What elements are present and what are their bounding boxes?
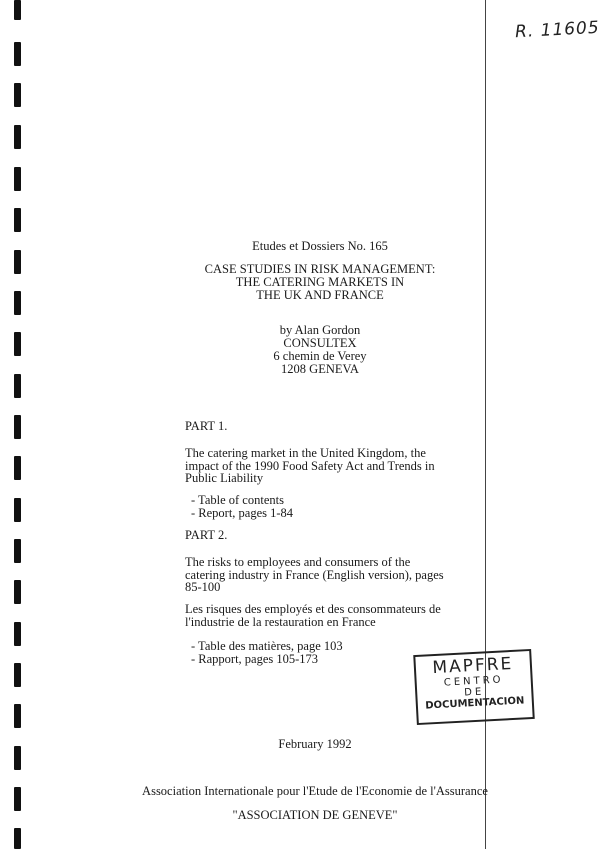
binding-mark	[14, 746, 21, 770]
stamp-line: CENTRO	[443, 674, 504, 689]
text-line: l'industrie de la restauration en France	[185, 614, 376, 629]
publication-date: February 1992	[278, 737, 352, 751]
list-item: - Rapport, pages 105-173	[191, 651, 319, 666]
scan-line	[485, 0, 486, 849]
part2-french-description	[185, 603, 460, 628]
author-city: 1208 GENEVA	[281, 362, 359, 376]
author-street: 6 chemin de Verey	[273, 349, 367, 363]
text-line: 85-100	[185, 580, 221, 594]
part2-heading: PART 2.	[185, 528, 228, 542]
binding-mark	[14, 83, 21, 107]
binding-mark	[14, 208, 21, 232]
binding-mark	[14, 125, 21, 149]
binding-mark	[14, 539, 21, 563]
binding-mark	[14, 828, 21, 849]
part1-heading: PART 1.	[185, 419, 228, 433]
binding-mark	[14, 0, 21, 20]
author-company: CONSULTEX	[283, 336, 357, 350]
list-item: - Table des matières, page 103	[191, 639, 343, 653]
binding-mark	[14, 167, 21, 191]
title-line: THE CATERING MARKETS IN	[235, 275, 405, 289]
list-item: - Report, pages 1-84	[191, 505, 294, 520]
text-line: Les risques des employés et des consommateurs de	[185, 602, 441, 616]
text-line: The risks to employees and consumers of the	[185, 555, 411, 569]
text-line: catering industry in France (English version), pages	[185, 567, 444, 582]
part2-description	[185, 556, 460, 594]
part1-description	[185, 447, 460, 485]
binding-mark	[14, 704, 21, 728]
document-title	[150, 263, 490, 302]
binding-mark	[14, 787, 21, 811]
text-line: The catering market in the United Kingdom, the	[185, 446, 426, 460]
binding-mark	[14, 415, 21, 439]
series-number: Etudes et Dossiers No. 165	[252, 239, 388, 253]
title-line: CASE STUDIES IN RISK MANAGEMENT:	[204, 262, 436, 276]
list-item: - Table of contents	[191, 493, 284, 507]
binding-mark	[14, 332, 21, 356]
binding-mark	[14, 663, 21, 687]
library-stamp	[413, 649, 535, 725]
binding-mark	[14, 622, 21, 646]
publisher-name: Association Internationale pour l'Etude de l'Economie de l'Assurance	[142, 784, 488, 798]
author-name: by Alan Gordon	[279, 323, 361, 337]
binding-mark	[14, 374, 21, 398]
binding-mark	[14, 498, 21, 522]
text-line: impact of the 1990 Food Safety Act and Trends in	[185, 458, 435, 473]
part1-contents	[185, 494, 466, 519]
binding-mark	[14, 456, 21, 480]
author-block	[150, 324, 490, 376]
text-line: Public Liability	[185, 471, 264, 485]
stamp-line: MAPFRE	[431, 653, 514, 679]
stamp-line: DOCUMENTACION	[425, 695, 525, 712]
binding-mark	[14, 291, 21, 315]
publisher-short-name: "ASSOCIATION DE GENEVE"	[232, 808, 398, 822]
binding-marks	[0, 0, 30, 849]
binding-mark	[14, 42, 21, 66]
handwritten-note: R. 11605	[514, 17, 601, 43]
stamp-line: DE	[463, 686, 485, 699]
title-line: THE UK AND FRANCE	[256, 288, 384, 302]
binding-mark	[14, 250, 21, 274]
binding-mark	[14, 580, 21, 604]
